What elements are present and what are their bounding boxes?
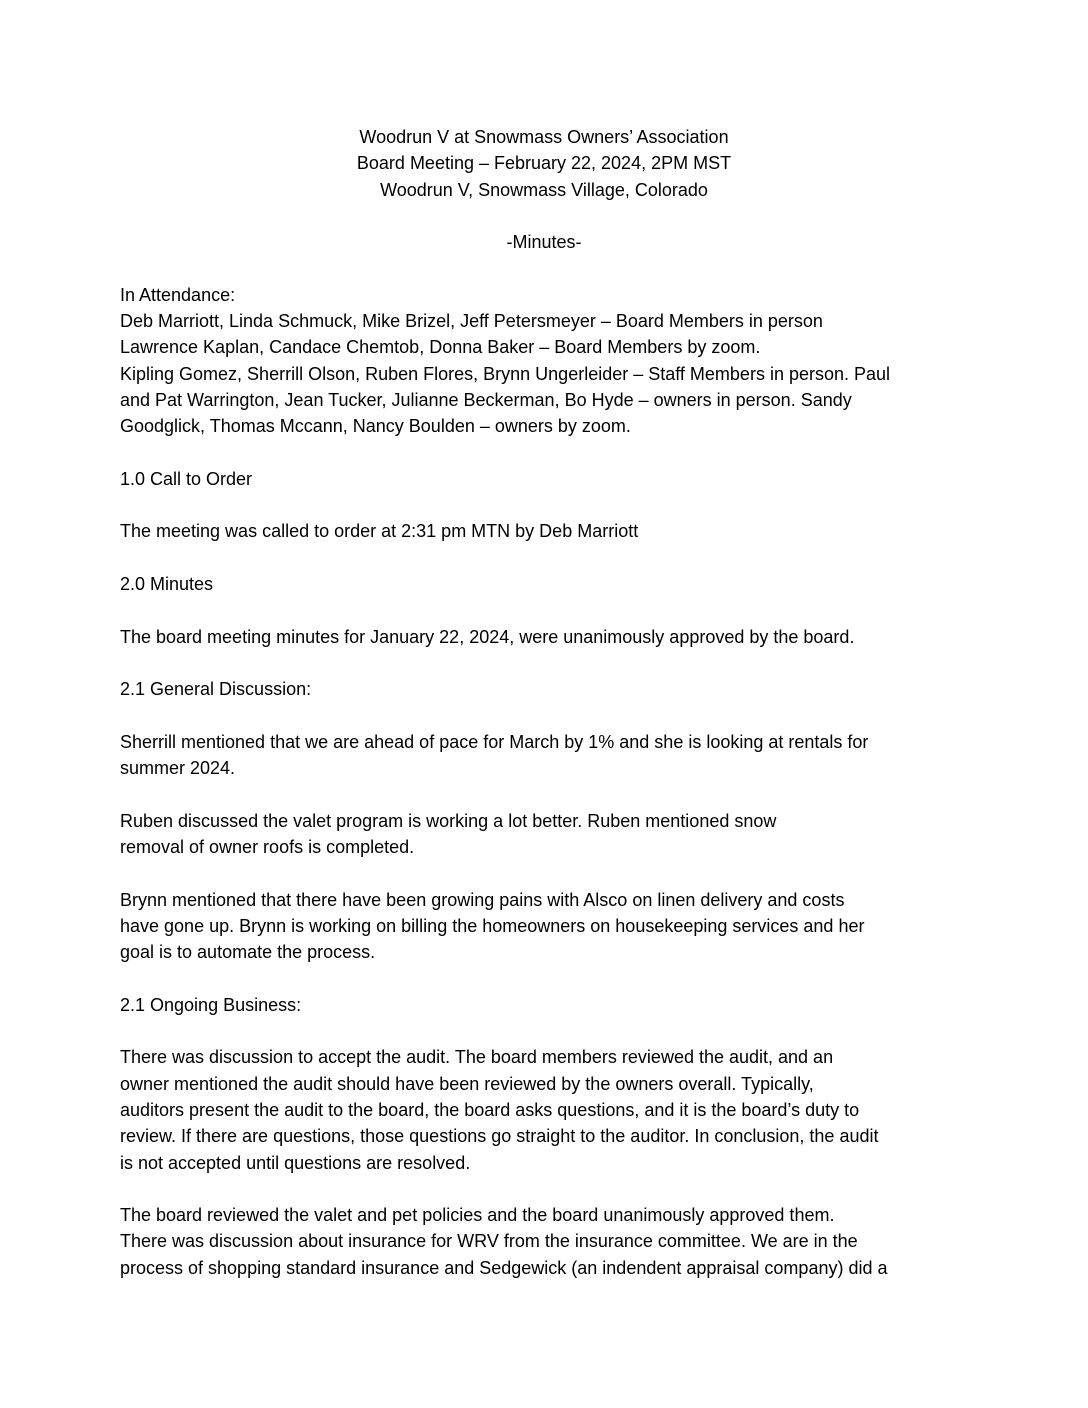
blank-line: [120, 860, 968, 886]
minutes-label-line-1: -Minutes-: [506, 232, 582, 253]
ongoing-business-p1-line-2: owner mentioned the audit should have been reviewed by the owners overall. Typically,: [120, 1073, 814, 1094]
ongoing-business-p2-line-3: process of shopping standard insurance and Sedgewick (an indendent appraisal company) did a: [120, 1257, 888, 1278]
ongoing-business-p2-line-1: The board reviewed the valet and pet policies and the board unanimously approved them.: [120, 1205, 835, 1226]
attendance-line-2: Deb Marriott, Linda Schmuck, Mike Brizel, Jeff Petersmeyer – Board Members in person: [120, 311, 823, 332]
ongoing-business-p1-line-3: auditors present the audit to the board, the board asks questions, and it is the board’s duty to: [120, 1099, 860, 1120]
blank-line: [120, 650, 968, 676]
general-discussion-p3-line-3: goal is to automate the process.: [120, 942, 376, 963]
general-discussion-p3-line-1: Brynn mentioned that there have been growing pains with Alsco on linen delivery and costs: [120, 889, 845, 910]
section-2-heading: [120, 571, 968, 597]
general-discussion-p2-line-2: removal of owner roofs is completed.: [120, 837, 415, 858]
blank-line: [120, 440, 968, 466]
document-content: [120, 124, 968, 1281]
section-2-heading-line-1: 2.0 Minutes: [120, 574, 214, 595]
section-1-body: [120, 518, 968, 544]
blank-line: [120, 492, 968, 518]
blank-line: [120, 781, 968, 807]
blank-line: [120, 703, 968, 729]
doc-title: [120, 124, 968, 203]
ongoing-business-p1: [120, 1044, 968, 1175]
ongoing-business-p1-line-1: There was discussion to accept the audit. The board members reviewed the audit, and an: [120, 1047, 834, 1068]
doc-title-line-2: Board Meeting – February 22, 2024, 2PM MST: [356, 153, 732, 174]
ongoing-business-p2: [120, 1202, 968, 1281]
minutes-label: [120, 229, 968, 255]
blank-line: [120, 1018, 968, 1044]
attendance-line-1: In Attendance:: [120, 284, 236, 305]
doc-title-line-1: Woodrun V at Snowmass Owners’ Association: [359, 127, 729, 147]
section-1-heading: [120, 466, 968, 492]
section-1-heading-line-1: 1.0 Call to Order: [120, 468, 253, 489]
ongoing-business-p1-line-5: is not accepted until questions are resolved.: [120, 1152, 471, 1173]
section-1-body-line-1: The meeting was called to order at 2:31 pm MTN by Deb Marriott: [120, 521, 639, 542]
blank-line: [120, 966, 968, 992]
ongoing-business-p1-line-4: review. If there are questions, those questions go straight to the auditor. In conclusion, the audit: [120, 1126, 879, 1147]
attendance: [120, 282, 968, 440]
section-2-1-general-heading: [120, 676, 968, 702]
general-discussion-p2: [120, 808, 968, 861]
general-discussion-p1: [120, 729, 968, 782]
blank-line: [120, 203, 968, 229]
attendance-line-4: Kipling Gomez, Sherrill Olson, Ruben Flores, Brynn Ungerleider – Staff Members in person. Paul: [120, 363, 891, 384]
general-discussion-p3: [120, 887, 968, 966]
general-discussion-p1-line-2: summer 2024.: [120, 758, 236, 779]
attendance-line-3: Lawrence Kaplan, Candace Chemtob, Donna Baker – Board Members by zoom.: [120, 337, 761, 358]
section-2-1-ongoing-heading-line-1: 2.1 Ongoing Business:: [120, 994, 302, 1015]
attendance-line-6: Goodglick, Thomas Mccann, Nancy Boulden – owners by zoom.: [120, 416, 631, 437]
section-2-body: [120, 624, 968, 650]
general-discussion-p1-line-1: Sherrill mentioned that we are ahead of pace for March by 1% and she is looking at rentals for: [120, 731, 869, 752]
doc-title-line-3: Woodrun V, Snowmass Village, Colorado: [380, 179, 708, 200]
general-discussion-p2-line-1: Ruben discussed the valet program is working a lot better. Ruben mentioned snow: [120, 810, 777, 831]
section-2-1-general-heading-line-1: 2.1 General Discussion:: [120, 679, 312, 700]
blank-line: [120, 1176, 968, 1202]
attendance-line-5: and Pat Warrington, Jean Tucker, Julianne Beckerman, Bo Hyde – owners in person. Sandy: [120, 389, 852, 410]
blank-line: [120, 597, 968, 623]
section-2-1-ongoing-heading: [120, 992, 968, 1018]
ongoing-business-p2-line-2: There was discussion about insurance for WRV from the insurance committee. We are in the: [120, 1231, 858, 1252]
blank-line: [120, 255, 968, 281]
blank-line: [120, 545, 968, 571]
section-2-body-line-1: The board meeting minutes for January 22, 2024, were unanimously approved by the board.: [120, 626, 855, 647]
general-discussion-p3-line-2: have gone up. Brynn is working on billing the homeowners on housekeeping services and her: [120, 915, 865, 936]
